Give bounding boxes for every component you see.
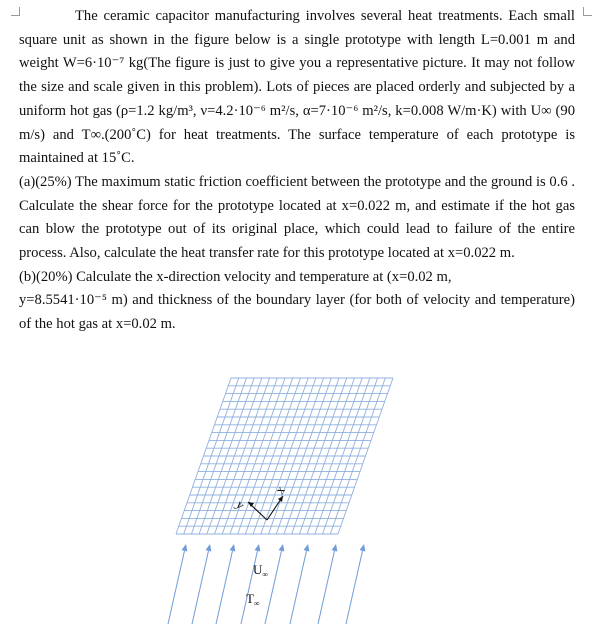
- problem-text: [19, 5, 575, 337]
- flow-arrowhead: [332, 544, 338, 551]
- flow-arrowhead: [206, 544, 212, 551]
- prototype-figure: [0, 355, 606, 624]
- flow-arrowhead: [279, 544, 285, 551]
- problem-part-b-rest: y=8.5541·10⁻⁵ m) and thickness of the boundary layer (for both of velocity and temperature) of the hot gas at x=0.02 m.: [19, 292, 575, 333]
- flow-arrow-shaft: [216, 551, 232, 624]
- problem-part-a: (a)(25%) The maximum static friction coefficient between the prototype and the ground is 0.6 . Calculate the shear force for the prototype located at x=0.022 m, and estimate if the hot gas can blow the prototype out of its original place, which could lead to failure of the entire process. Also, calculate the heat transfer rate for this prototype located at x=0.022 m.: [19, 173, 575, 262]
- flow-arrowhead: [360, 544, 366, 551]
- flow-arrowhead: [230, 544, 236, 551]
- problem-intro: The ceramic capacitor manufacturing involves several heat treatments. Each small square unit as shown in the figure below is a single prototype with length L=0.001 m and weight W=6·10⁻⁷ kg(The figure is just to give you a representative picture. It may not follow the size and scale given in this problem). Lots of pieces are placed orderly and subjected by a uniform hot gas (ρ=1.2 kg/m³, ν=4.2·10⁻⁶ m²/s, α=7·10⁻⁶ m²/s, k=0.008 W/m·K) with U∞ (90 m/s) and T∞.(200˚C) for heat treatments. The surface temperature of each prototype is maintained at 15˚C.: [19, 8, 575, 167]
- flow-arrow-shaft: [192, 551, 208, 624]
- flow-arrow-shaft: [346, 551, 362, 624]
- y-axis-label: y: [233, 497, 249, 513]
- free-stream-temperature-label: $T_\infty$: [246, 591, 260, 608]
- x-axis-label: x: [271, 482, 288, 497]
- flow-arrows: [168, 544, 365, 624]
- page-corner-mark-right: [583, 7, 592, 16]
- flow-arrowhead: [255, 544, 261, 551]
- free-stream-velocity-label: $U_\infty$: [253, 562, 269, 579]
- flow-arrowhead: [182, 544, 188, 551]
- problem-part-b-line1: (b)(20%) Calculate the x-direction velocity and temperature at (x=0.02 m,: [19, 268, 452, 285]
- flow-arrow-shaft: [168, 551, 184, 624]
- prototype-grid: [176, 378, 393, 534]
- flow-arrow-shaft: [318, 551, 334, 624]
- flow-arrowhead: [304, 544, 310, 551]
- flow-arrow-shaft: [290, 551, 306, 624]
